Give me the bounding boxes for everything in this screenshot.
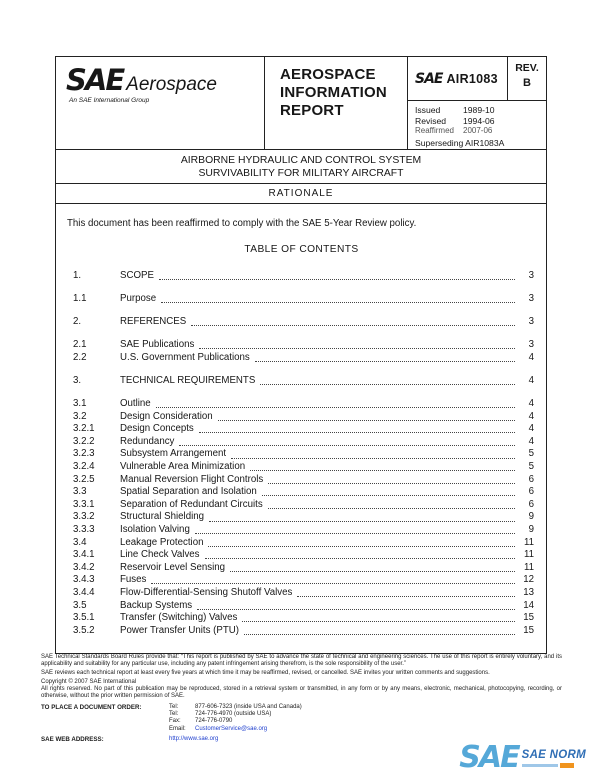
toc-leader-dots — [242, 621, 515, 622]
order-block — [41, 704, 562, 733]
toc-entry-page: 15 — [523, 612, 534, 624]
toc-entry-number: 3.2.1 — [73, 423, 95, 435]
order-line-label: Tel: — [169, 711, 179, 718]
toc-entry-page: 6 — [528, 486, 534, 498]
toc-leader-dots — [195, 533, 515, 534]
toc-entry-title: Subsystem Arrangement — [120, 448, 227, 460]
toc-entry — [67, 524, 536, 537]
toc-entry-number: 3.4.1 — [73, 549, 95, 561]
toc-entry-number: 3.5.1 — [73, 612, 95, 624]
toc-entry-number: 1. — [73, 270, 82, 281]
watermark-name: SAE NORM — [521, 749, 586, 761]
watermark-sae-logo: SAE — [459, 740, 519, 775]
report-type-line: REPORT — [280, 102, 344, 119]
toc-entry — [67, 398, 536, 411]
toc-entry-page: 3 — [528, 339, 534, 351]
toc-entry-number: 3.2.2 — [73, 435, 95, 447]
toc-entry — [67, 537, 536, 550]
toc-entry-title: Leakage Protection — [120, 536, 204, 548]
toc-entry-title: U.S. Government Publications — [120, 351, 250, 363]
toc-leader-dots — [244, 634, 515, 635]
order-line-value: 877-606-7323 (inside USA and Canada) — [195, 704, 302, 710]
toc-entry-title: Separation of Redundant Circuits — [120, 498, 263, 510]
logo-subtitle: An SAE International Group — [69, 97, 150, 104]
report-type-title — [265, 57, 408, 149]
toc-entry-number: 3.3.2 — [73, 511, 95, 523]
toc-leader-dots — [297, 596, 515, 597]
toc-entry-number: 3.2.3 — [73, 448, 95, 460]
toc-entry-number: 3.4 — [73, 536, 87, 548]
order-line-value[interactable]: CustomerService@sae.org — [195, 725, 268, 732]
document-title-line2: SURVIVABILITY FOR MILITARY AIRCRAFT — [198, 168, 404, 179]
toc-entry-title: Vulnerable Area Minimization — [120, 461, 246, 473]
toc-entry — [67, 423, 536, 436]
revision-label: REV. — [515, 62, 539, 74]
toc-entry-number: 3.5 — [73, 599, 87, 611]
toc-entry-page: 11 — [523, 561, 534, 573]
toc-entry-title: TECHNICAL REQUIREMENTS — [120, 374, 256, 386]
toc-entry-number: 3.2.5 — [73, 473, 95, 485]
dates-block — [408, 100, 546, 149]
toc-entry-page: 4 — [528, 374, 534, 386]
toc-entry-page: 4 — [528, 423, 534, 435]
document-number: AIR1083 — [446, 71, 498, 86]
toc-entry-page: 11 — [523, 549, 534, 561]
toc-entry — [67, 625, 536, 638]
toc-entry-number: 3.4.2 — [73, 561, 95, 573]
toc-entry — [67, 612, 536, 625]
watermark-decorative-bars — [522, 763, 574, 768]
report-type-line: AEROSPACE — [280, 66, 376, 83]
toc-entry-title: Spatial Separation and Isolation — [120, 486, 257, 498]
rationale-heading: RATIONALE — [56, 184, 546, 204]
rationale-text: This document has been reaffirmed to comply with the SAE 5-Year Review policy. — [67, 218, 417, 229]
toc-entry-title: Line Check Valves — [120, 549, 200, 561]
toc-entry-number: 3.4.3 — [73, 574, 95, 586]
revision-value: B — [523, 77, 531, 89]
toc-leader-dots — [209, 521, 515, 522]
order-line — [169, 718, 302, 725]
toc-entry-title: REFERENCES — [120, 316, 187, 328]
toc-leader-dots — [199, 432, 515, 433]
toc-entry — [67, 474, 536, 487]
toc-entry-page: 9 — [528, 524, 534, 535]
footer-copyright: Copyright © 2007 SAE International — [41, 679, 137, 685]
toc-entry-title: Redundancy — [120, 435, 175, 447]
toc-entry-page: 6 — [528, 498, 534, 510]
toc-entry-number: 3.2 — [73, 410, 87, 422]
toc-entry-page: 3 — [528, 293, 534, 305]
document-id — [408, 57, 507, 100]
sae-logo-text: SAE — [66, 63, 124, 97]
order-line-label: Fax: — [169, 718, 181, 725]
toc-entry — [67, 316, 536, 329]
toc-entry-number: 1.1 — [73, 293, 87, 305]
toc-entry-title: Design Consideration — [120, 410, 213, 422]
toc-entry-title: SCOPE — [120, 270, 154, 281]
toc-entry-title: Manual Reversion Flight Controls — [120, 473, 264, 485]
order-line-label: Tel: — [169, 704, 179, 710]
toc-leader-dots — [151, 583, 515, 584]
watermark-blue-bar — [522, 764, 558, 767]
toc-entry-title: Backup Systems — [120, 599, 193, 611]
toc-leader-dots — [218, 420, 515, 421]
toc-entry-number: 3.2.4 — [73, 461, 95, 473]
toc-entry — [67, 562, 536, 575]
order-line — [169, 711, 302, 718]
web-address-link[interactable]: http://www.sae.org — [169, 735, 219, 742]
toc-entry — [67, 436, 536, 449]
order-lines — [169, 704, 302, 733]
order-line — [169, 704, 302, 711]
date-row-revised: Revised 1994-06 — [415, 115, 495, 126]
toc-entry-page: 4 — [528, 410, 534, 422]
toc-entry-number: 3.3.1 — [73, 498, 95, 510]
toc-entry-title: Reservoir Level Sensing — [120, 561, 226, 573]
toc-leader-dots — [250, 470, 515, 471]
toc-entry — [67, 352, 536, 365]
toc-entry-page: 4 — [528, 398, 534, 410]
toc-entry-page: 3 — [528, 270, 534, 281]
toc-entry-page: 13 — [523, 586, 534, 598]
superseding-note: Superseding AIR1083A — [415, 137, 505, 148]
toc-entry-title: Fuses — [120, 574, 147, 586]
report-type-line: INFORMATION — [280, 84, 387, 101]
toc-entry-page: 3 — [528, 316, 534, 328]
footer-fine-print — [41, 654, 562, 743]
document-content-box — [55, 56, 547, 654]
toc-entry — [67, 511, 536, 524]
document-title-line1: AIRBORNE HYDRAULIC AND CONTROL SYSTEM — [180, 155, 422, 166]
toc-entry-title: Isolation Valving — [120, 524, 190, 535]
toc-entry — [67, 375, 536, 388]
toc-leader-dots — [199, 348, 515, 349]
toc-entry — [67, 293, 536, 306]
document-body — [56, 204, 546, 653]
date-row-issued: Issued 1989-10 — [415, 105, 495, 115]
header-right-column — [408, 57, 546, 149]
toc-entry-number: 2.1 — [73, 339, 87, 351]
toc-entry-page: 11 — [523, 536, 534, 548]
toc-entry-title: Structural Shielding — [120, 511, 205, 523]
watermark-orange-bar — [560, 763, 574, 768]
toc-entry-title: Power Transfer Units (PTU) — [120, 624, 239, 636]
toc-leader-dots — [191, 325, 515, 326]
footer-rules-paragraph: SAE Technical Standards Board Rules provide that: “This report is published by SAE to advance the state of technical and engineering sciences. The use of this report is entirely voluntary, and its applicability and suitability for any particular use, including any patent infringement arising therefrom, is the sole responsibility of the user.” — [41, 654, 562, 667]
footer-rights-paragraph: All rights reserved. No part of this publication may be reproduced, stored in a retrieval system or transmitted, in any form or by any means, electronic, mechanical, photocopying, recording, or otherwise, without the prior written permission of SAE. — [41, 686, 562, 699]
toc-leader-dots — [260, 384, 515, 385]
sae-aerospace-logo — [56, 57, 265, 149]
document-header — [56, 57, 546, 150]
toc-entry-number: 3. — [73, 374, 82, 386]
toc-entry — [67, 270, 536, 283]
document-title — [56, 150, 546, 184]
toc-leader-dots — [268, 483, 515, 484]
toc-entry-page: 4 — [528, 351, 534, 363]
toc-entry-number: 3.1 — [73, 398, 87, 410]
toc-entry — [67, 339, 536, 352]
toc-list — [67, 270, 536, 637]
toc-entry — [67, 499, 536, 512]
toc-entry-number: 2. — [73, 316, 82, 328]
toc-entry-number: 2.2 — [73, 351, 87, 363]
toc-entry-title: Design Concepts — [120, 423, 194, 435]
toc-entry-page: 9 — [528, 511, 534, 523]
toc-entry-number: 3.3 — [73, 486, 87, 498]
toc-leader-dots — [230, 571, 515, 572]
sae-norm-watermark — [459, 740, 586, 775]
toc-entry-number: 3.3.3 — [73, 524, 95, 535]
revision-cell — [507, 57, 546, 100]
toc-entry — [67, 600, 536, 613]
order-line-label: Email: — [169, 725, 186, 732]
toc-entry-page: 12 — [523, 574, 534, 586]
order-label: TO PLACE A DOCUMENT ORDER: — [41, 704, 142, 711]
toc-leader-dots — [197, 609, 515, 610]
toc-entry — [67, 411, 536, 424]
toc-entry-title: Transfer (Switching) Valves — [120, 612, 238, 624]
toc-leader-dots — [179, 445, 515, 446]
toc-entry — [67, 486, 536, 499]
toc-entry-title: Purpose — [120, 293, 157, 305]
toc-entry-number: 3.4.4 — [73, 586, 95, 598]
toc-leader-dots — [208, 546, 515, 547]
toc-entry — [67, 574, 536, 587]
toc-entry-page: 6 — [528, 473, 534, 485]
toc-leader-dots — [262, 495, 515, 496]
toc-entry — [67, 587, 536, 600]
toc-entry-page: 15 — [523, 624, 534, 636]
toc-entry — [67, 461, 536, 474]
date-row-reaffirmed: Reaffirmed 2007-06 — [415, 126, 493, 136]
toc-entry-title: Flow-Differential-Sensing Shutoff Valves — [120, 586, 293, 598]
toc-leader-dots — [156, 407, 515, 408]
toc-leader-dots — [268, 508, 515, 509]
toc-leader-dots — [161, 302, 515, 303]
sae-org-mark: SAE — [415, 70, 443, 87]
aerospace-logo-text: Aerospace — [126, 74, 217, 95]
toc-entry — [67, 448, 536, 461]
toc-leader-dots — [231, 458, 515, 459]
toc-entry-page: 5 — [528, 461, 534, 473]
toc-entry-title: SAE Publications — [120, 339, 195, 351]
footer-review-paragraph: SAE reviews each technical report at least every five years at which time it may be reaffirmed, revised, or cancelled. SAE invites your written comments and suggestions. — [41, 670, 490, 676]
web-address-label: SAE WEB ADDRESS: — [41, 735, 104, 743]
toc-leader-dots — [159, 279, 515, 280]
order-line — [169, 726, 302, 733]
toc-entry-title: Outline — [120, 398, 151, 410]
order-line-value: 724-776-0790 — [195, 718, 233, 725]
toc-entry-page: 4 — [528, 435, 534, 447]
toc-leader-dots — [205, 558, 515, 559]
order-line-value: 724-776-4970 (outside USA) — [195, 711, 272, 718]
toc-entry-page: 14 — [523, 599, 534, 611]
toc-heading: TABLE OF CONTENTS — [244, 244, 359, 255]
toc-entry-number: 3.5.2 — [73, 624, 95, 636]
toc-leader-dots — [255, 361, 515, 362]
toc-entry — [67, 549, 536, 562]
toc-entry-page: 5 — [528, 448, 534, 460]
